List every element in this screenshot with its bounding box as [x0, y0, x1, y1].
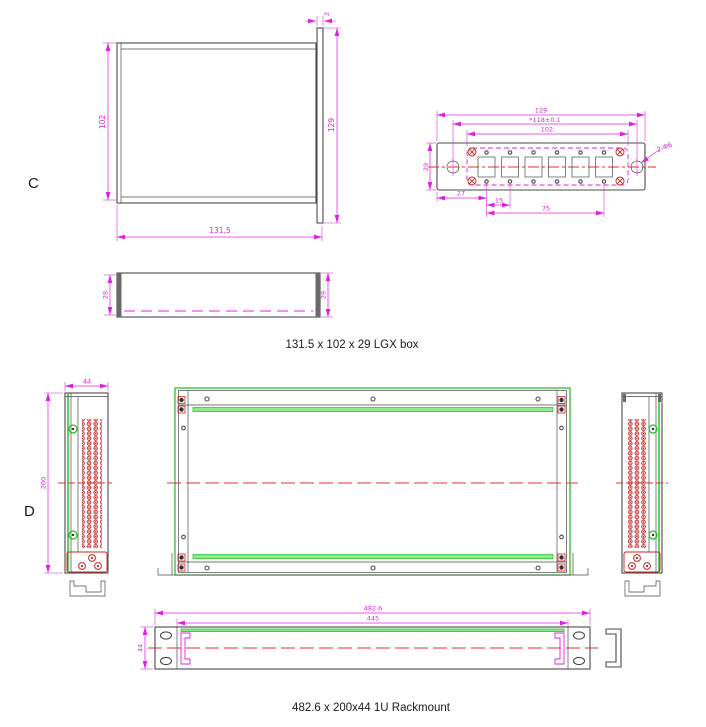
rackmount-caption: 482.6 x 200x44 1U Rackmount	[292, 702, 450, 714]
lgx-top-view	[102, 273, 334, 317]
lgx-front-view	[98, 12, 341, 241]
lgx-faceplate-view	[422, 107, 673, 218]
section-c-label: C	[28, 175, 39, 192]
dim-faceplate-port-pitch: 15	[494, 196, 504, 205]
dim-faceplate-height: 29	[422, 162, 430, 172]
vent-holes	[626, 419, 646, 548]
rack-bottom-view	[137, 605, 622, 670]
vent-holes	[82, 419, 102, 548]
dim-faceplate-overall: 129	[534, 106, 548, 115]
right-clip	[555, 633, 564, 664]
dim-faceplate-cutout-span: 102	[540, 125, 554, 134]
dim-lgx-flange-thickness: 2	[323, 11, 331, 17]
faceplate-corner-screws	[468, 148, 624, 185]
rack-right-panel-view	[616, 393, 668, 596]
right-mounting-bracket	[625, 581, 660, 596]
rail-holes	[182, 397, 564, 570]
corner-screws	[178, 397, 565, 572]
dim-rack-height: 44	[136, 643, 145, 653]
lgx-caption: 131.5 x 102 x 29 LGX box	[285, 339, 419, 351]
base-screws	[629, 555, 651, 570]
dim-sidepanel-depth: 44	[82, 377, 92, 386]
dim-rack-overall-width: 482.6	[363, 604, 383, 613]
panel-screws	[69, 425, 77, 539]
rack-front-view	[158, 388, 588, 575]
dim-faceplate-mounting-pitch: *118±0.1	[529, 116, 561, 124]
dim-faceplate-edge-offset: 27	[456, 189, 466, 198]
dim-faceplate-ports-span: 75	[541, 204, 551, 213]
detached-bracket	[606, 629, 621, 667]
dim-topview-rear-height: 29	[319, 290, 328, 300]
rack-left-panel-view	[40, 378, 113, 597]
dim-faceplate-holes-note: 2-Φ6	[655, 140, 674, 154]
section-d-label: D	[24, 503, 35, 520]
dim-lgx-height: 102	[98, 114, 107, 130]
dim-lgx-width: 131,5	[209, 226, 231, 235]
left-mounting-bracket	[70, 581, 105, 596]
dim-topview-front-height: 28	[101, 290, 110, 300]
base-screws	[79, 555, 102, 570]
dim-rack-inner-width: 445	[366, 614, 380, 623]
dim-lgx-flange-height: 129	[327, 117, 336, 133]
left-clip	[181, 633, 190, 664]
dim-sidepanel-height: 200	[39, 476, 48, 490]
